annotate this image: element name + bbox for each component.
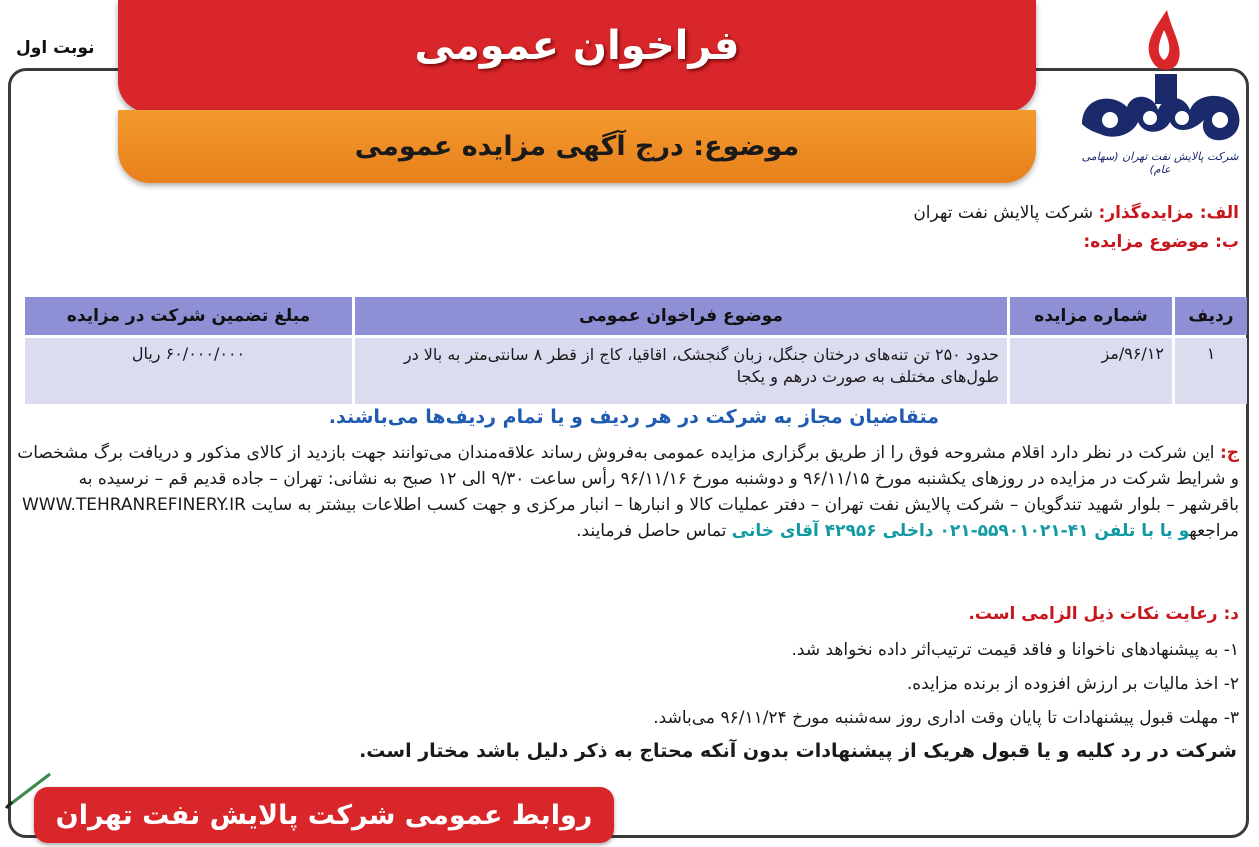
col-number: شماره مزایده: [1010, 297, 1172, 335]
final-note: شرکت در رد کلیه و یا قبول هریک از پیشنهادات بدون آنکه محتاج به ذکر دلیل باشد مختار است.: [359, 740, 1237, 762]
organizer-line: [913, 203, 1239, 223]
organizer-value: شرکت پالایش نفت تهران: [913, 203, 1094, 223]
col-guarantee: مبلغ تضمین شرکت در مزایده: [25, 297, 352, 335]
eligibility-notice: متقاضیان مجاز به شرکت در هر ردیف و یا تمام ردیف‌ها می‌باشند.: [328, 406, 939, 428]
items-table: [22, 294, 1250, 407]
section-c-closing: تماس حاصل فرمایند.: [576, 521, 727, 541]
section-d-heading: [968, 604, 1239, 624]
round-label: نوبت اول: [16, 38, 95, 58]
cell-subject: حدود ۲۵۰ تن تنه‌های درختان جنگل، زبان گنجشک، اقاقیا، کاج از قطر ۸ سانتی‌متر به بالا در طول‌های مختلف به صورت درهم و یکجا: [355, 338, 1007, 404]
footer-text: روابط عمومی شرکت پالایش نفت تهران: [55, 799, 593, 831]
section-d-label: د: رعایت نکات ذیل الزامی است.: [968, 604, 1239, 624]
col-index: ردیف: [1175, 297, 1247, 335]
title-banner: [118, 0, 1036, 112]
subject-line: [1083, 232, 1239, 252]
subject-banner: [118, 110, 1036, 183]
condition-item: ۲- اخذ مالیات بر ارزش افزوده از برنده مزایده.: [906, 674, 1239, 694]
section-c-text: این شرکت در نظر دارد اقلام مشروحه فوق را از طریق برگزاری مزایده عمومی به‌فروش رساند علاقه‌مندان می‌توانند جهت بازدید از کالای مذکور و دریافت برگ مشخصات و شرایط شرکت در مزایده در روزهای یکشنبه مورخ ۹۶/۱۱/۱۵ و دوشنبه مورخ ۹۶/۱۱/۱۶ رأس ساعت ۹/۳۰ الی ۱۲ صبح به نشانی: تهران – جاده قدیم قم – نرسیده به باقرشهر – بلوار شهید تندگویان – شرکت پالایش نفت تهران – دفتر عملیات کالا و انبارها – انبار مرکزی و جهت کسب اطلاعات بیشتر به سایت WWW.TEHRANREFINERY.IR مراجعه: [17, 443, 1239, 541]
page-title: فراخوان عمومی: [414, 23, 740, 69]
contact-phone: و یا با تلفن ۴۱-۵۵۹۰۱۰۲۱-۰۲۱ داخلی ۴۲۹۵۶ آقای خانی: [731, 521, 1190, 541]
section-c-label: ج:: [1219, 443, 1239, 463]
condition-item: ۱- به پیشنهادهای ناخوانا و فاقد قیمت ترتیب‌اثر داده نخواهد شد.: [791, 640, 1239, 660]
cell-index: ۱: [1175, 338, 1247, 404]
table-header-row: [25, 297, 1247, 335]
section-c-paragraph: [16, 440, 1239, 544]
footer-banner: [34, 787, 614, 843]
cell-guarantee: ۶۰/۰۰۰/۰۰۰ ریال: [25, 338, 352, 404]
subject-label: ب: موضوع مزایده:: [1083, 232, 1239, 252]
logo-caption: شرکت پالایش نفت تهران (سهامی عام): [1081, 150, 1239, 176]
cell-number: ۹۶/۱۲/مز: [1010, 338, 1172, 404]
subject-title: موضوع: درج آگهی مزایده عمومی: [354, 131, 800, 162]
organizer-label: الف: مزایده‌گذار:: [1098, 203, 1239, 223]
col-subject: موضوع فراخوان عمومی: [355, 297, 1007, 335]
table-row: [25, 338, 1247, 404]
condition-item: ۳- مهلت قبول پیشنهادات تا پایان وقت اداری روز سه‌شنبه مورخ ۹۶/۱۱/۲۴ می‌باشد.: [653, 708, 1239, 728]
